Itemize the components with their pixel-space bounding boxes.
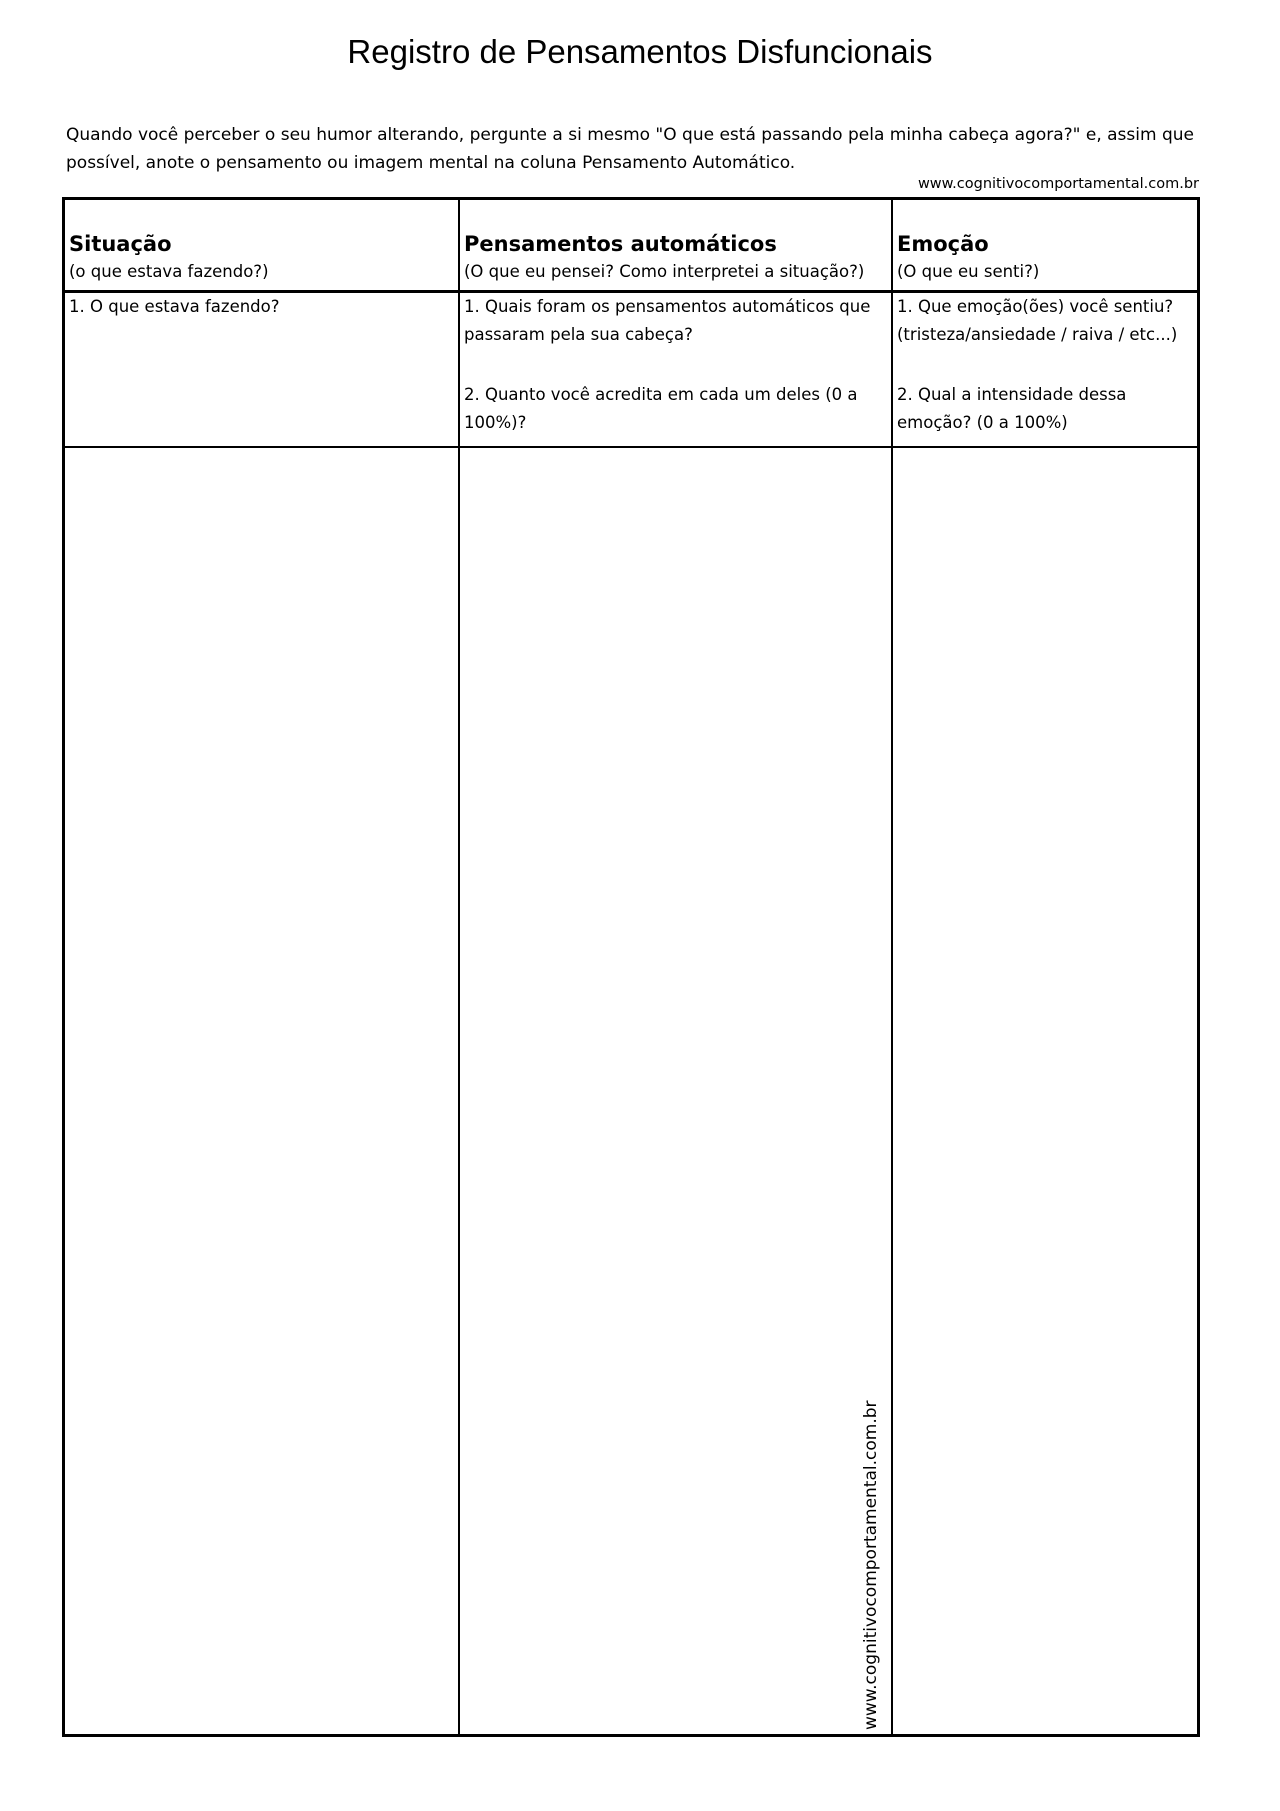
subheading-thoughts: (O que eu pensei? Como interpretei a situação?) [464,262,865,281]
prompt-emotion-2: 2. Qual a intensidade dessa emoção? (0 a 100%) [897,385,1127,432]
instructions-text: Quando você perceber o seu humor alterando, pergunte a si mesmo "O que está passando pela minha cabeça agora?" e, assim que possível, anote o pensamento ou imagem mental na coluna Pensamento Automático. [66,125,1194,173]
prompt-emotion-1: 1. Que emoção(ões) você sentiu? (tristeza/ansiedade / raiva / etc...) [897,297,1178,344]
heading-emotion: Emoção [897,232,989,256]
prompt-thoughts-2: 2. Quanto você acredita em cada um deles (0 a 100%)? [464,385,858,432]
prompt-cell-thoughts [460,293,900,437]
subheading-emotion: (O que eu senti?) [897,262,1040,281]
prompt-cell-situation [65,293,458,321]
entry-cell-situation[interactable] [65,448,458,1734]
header-cell-emotion [893,229,1197,285]
prompt-cell-emotion [893,293,1201,437]
entry-cell-emotion[interactable] [893,448,1197,1734]
page-title: Registro de Pensamentos Disfuncionais [347,33,933,70]
entry-cell-thoughts[interactable] [460,448,891,1734]
prompt-situation-1: 1. O que estava fazendo? [69,297,280,316]
vertical-website-watermark: www.cognitivocomportamental.com.br [861,1400,881,1730]
heading-situation: Situação [69,232,172,256]
website-link[interactable]: www.cognitivocomportamental.com.br [917,176,1199,192]
header-cell-thoughts [460,229,891,285]
heading-thoughts: Pensamentos automáticos [464,232,777,256]
thought-record-table [62,197,1200,1737]
header-cell-situation [65,229,458,285]
prompt-thoughts-1: 1. Quais foram os pensamentos automáticos que passaram pela sua cabeça? [464,297,871,344]
subheading-situation: (o que estava fazendo?) [69,262,269,281]
